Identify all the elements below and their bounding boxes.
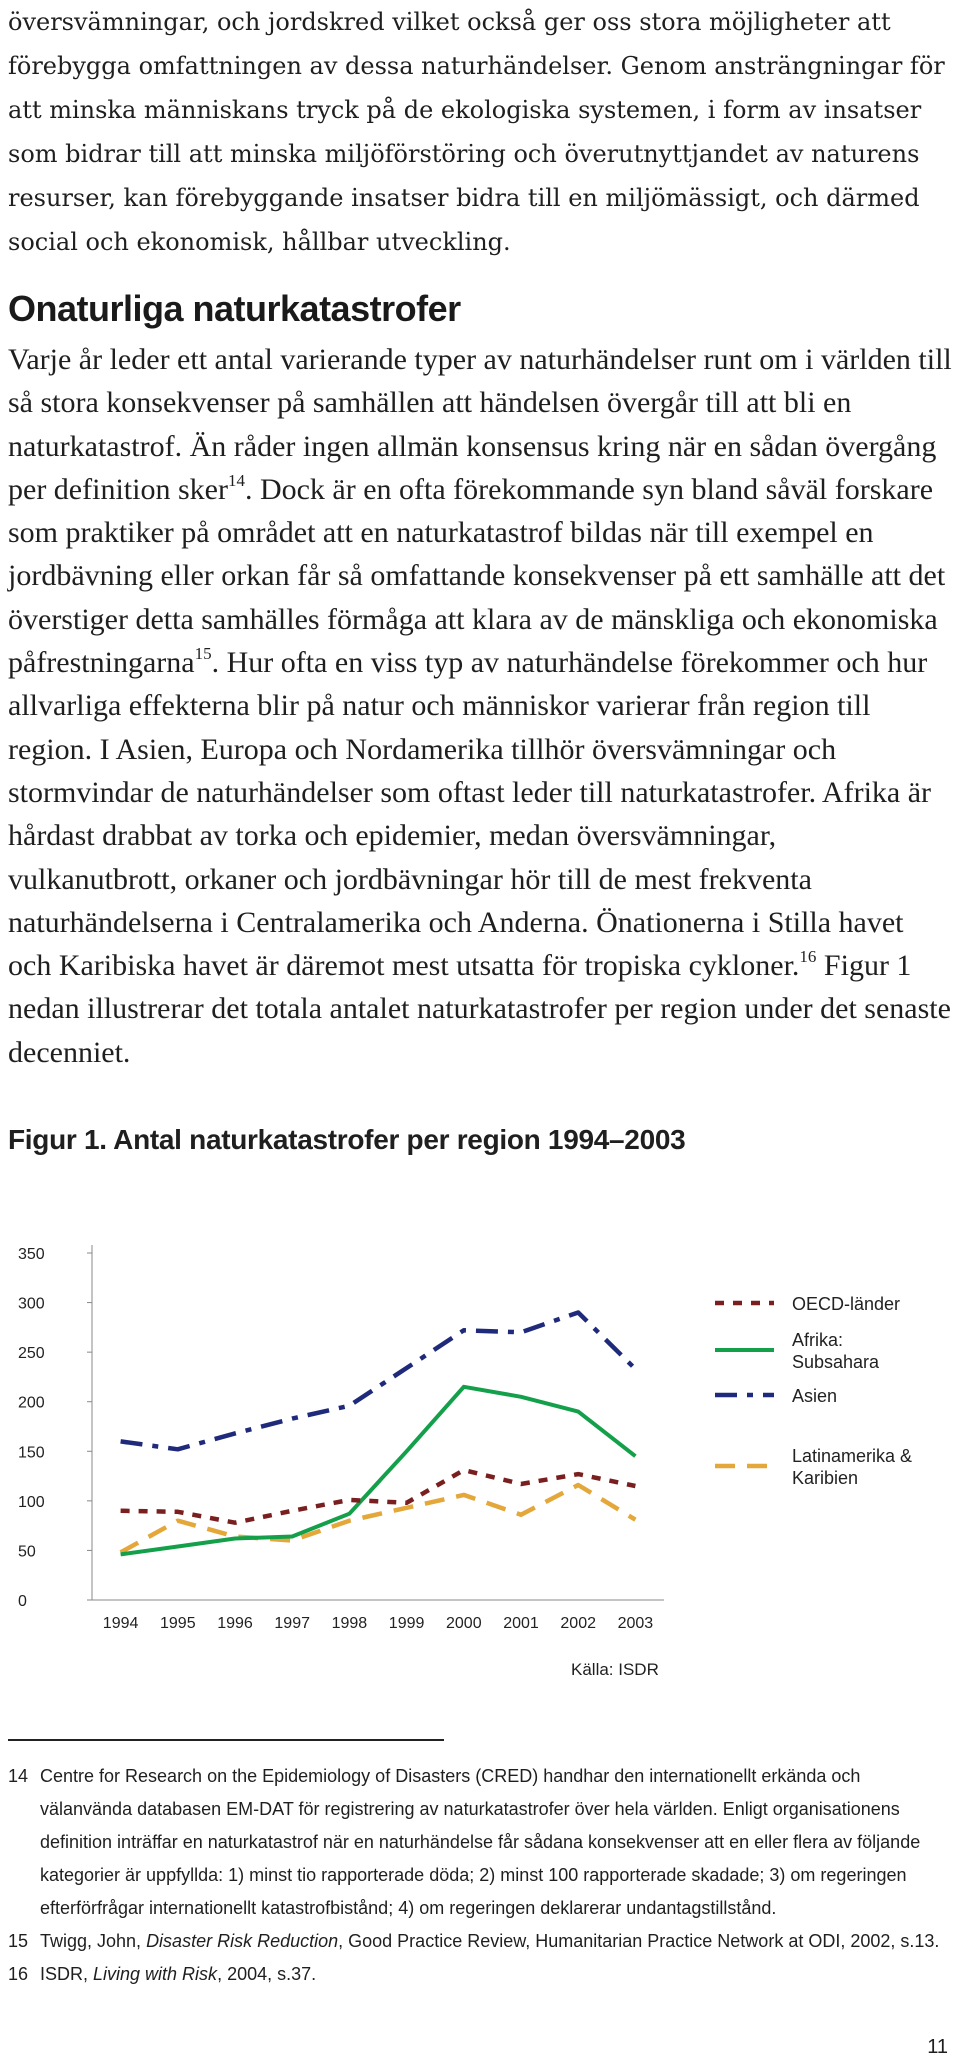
footnote-ref-16: 16: [799, 947, 817, 967]
footnote-text-pre: Twigg, John,: [40, 1931, 147, 1951]
footnote-number: 16: [8, 1964, 29, 1984]
y-tick-label: 350: [18, 1246, 45, 1263]
x-tick-label: 1994: [102, 1615, 139, 1632]
footnote-number: 15: [8, 1931, 29, 1951]
footnote-ref-14: 14: [227, 470, 245, 490]
series-line-afrika-subsahara: [121, 1387, 636, 1555]
footnote-14: [8, 1760, 952, 1925]
y-tick-label: 100: [18, 1493, 45, 1511]
footnote-text-post: , 2004, s.37.: [217, 1964, 317, 1984]
body-text-1: Varje år leder ett antal varierande typer av naturhändelser runt om i världen till så stora konsekvenser på samhällen att händelsen övergår till att bli en naturkatastrof. Än råder ingen allmän konsensus kring när en sådan övergång per definition sker: [8, 343, 952, 506]
footnote-text: [34, 1925, 952, 1958]
legend-label: Afrika: Subsahara: [792, 1330, 880, 1372]
y-tick-label: 50: [18, 1543, 36, 1561]
footnote-number: 14: [8, 1766, 29, 1786]
x-tick-label: 2001: [503, 1615, 539, 1632]
x-tick-label: 1998: [331, 1615, 368, 1632]
legend-label: OECD-länder: [792, 1294, 901, 1314]
x-tick-label: 2003: [617, 1615, 654, 1632]
x-tick-label: 1995: [160, 1615, 196, 1632]
footnote-ref-15: 15: [194, 644, 212, 664]
y-tick-label: 0: [18, 1593, 27, 1610]
footnote-text: [34, 1958, 952, 1991]
chart-source: Källa: ISDR: [571, 1660, 659, 1679]
x-tick-label: 2002: [560, 1615, 596, 1632]
legend-label: Latinamerika & Karibien: [792, 1446, 913, 1488]
intro-paragraph: [8, 0, 952, 264]
line-chart: [0, 1230, 960, 1650]
x-tick-label: 2000: [446, 1615, 482, 1632]
x-tick-label: 1999: [388, 1615, 425, 1632]
section-heading: Onaturliga naturkatastrofer: [8, 288, 461, 329]
footnote-15: [8, 1925, 952, 1958]
y-tick-label: 200: [18, 1394, 45, 1412]
footnote-text-pre: ISDR,: [40, 1964, 94, 1984]
footnote-text: Centre for Research on the Epidemiology of Disasters (CRED) handhar den internationellt erkända och välanvända databasen EM-DAT för registrering av naturkatastrofer över hela världen. Enligt organisationens definition inträffar en naturkatastrof när en naturhändelse får sådana konsekvenser att en eller flera av följande kategorier är uppfyllda: 1) minst tio rapporterade döda; 2) minst 100 rapporterade skadade; 3) om regeringen efterförfrågar internationellt katastrofbistånd; 4) om regeringen deklarerar undantagstillstånd.: [40, 1766, 921, 1918]
x-tick-label: 1997: [274, 1615, 310, 1632]
body-text-3: . Hur ofta en viss typ av naturhändelse förekommer och hur allvarliga effekterna blir på natur och människor varierar från region till region. I Asien, Europa och Nordamerika tillhör översvämningar och stormvindar de naturhändelser som oftast leder till naturkatastrofer. Afrika är hårdast drabbat av torka och epidemier, medan översvämningar, vulkanutbrott, orkaner och jordbävningar hör till de mest frekventa naturhändelserna i Centralamerika och Anderna. Önationerna i Stilla havet och Karibiska havet är däremot mest utsatta för tropiska cykloner.: [8, 646, 932, 983]
y-tick-label: 250: [18, 1345, 45, 1363]
intro-text: översvämningar, och jordskred vilket också ger oss stora möjligheter att förebygga omfattningen av dessa naturhändelser. Genom ansträngningar för att minska människans tryck på de ekologiska systemen, i form av insatser som bidrar till att minska miljöförstöring och överutnyttjandet av naturens resurser, kan förebyggande insatser bidra till en miljömässigt, och därmed social och ekonomisk, hållbar utveckling.: [8, 8, 945, 256]
section-body: [8, 338, 952, 1074]
page-number: 11: [927, 2036, 948, 2058]
footnote-title: Disaster Risk Reduction: [146, 1931, 339, 1951]
footnote-16: [8, 1958, 952, 1991]
x-tick-label: 1996: [217, 1615, 253, 1632]
body-text-4: Figur 1 nedan illustrerar det totala antalet naturkatastrofer per region under det senaste decenniet.: [8, 949, 951, 1069]
legend-label: Asien: [792, 1386, 838, 1406]
footnotes: [8, 1760, 952, 1991]
y-tick-label: 150: [18, 1444, 45, 1462]
footnote-text-post: , Good Practice Review, Humanitarian Practice Network at ODI, 2002, s.13.: [338, 1931, 940, 1951]
figure-caption: Figur 1. Antal naturkatastrofer per region 1994–2003: [8, 1124, 686, 1155]
series-line-asien: [121, 1313, 636, 1450]
footnote-divider: [8, 1739, 444, 1741]
body-text-2: . Dock är en ofta förekommande syn bland såväl forskare som praktiker på området att en naturkatastrof bildas när till exempel en jordbävning eller orkan får så omfattande konsekvenser på ett samhälle att det överstiger detta samhälles förmåga att klara av de mänskliga och ekonomiska påfrestningarna: [8, 472, 946, 680]
y-tick-label: 300: [18, 1295, 45, 1313]
footnote-title: Living with Risk: [93, 1964, 218, 1984]
